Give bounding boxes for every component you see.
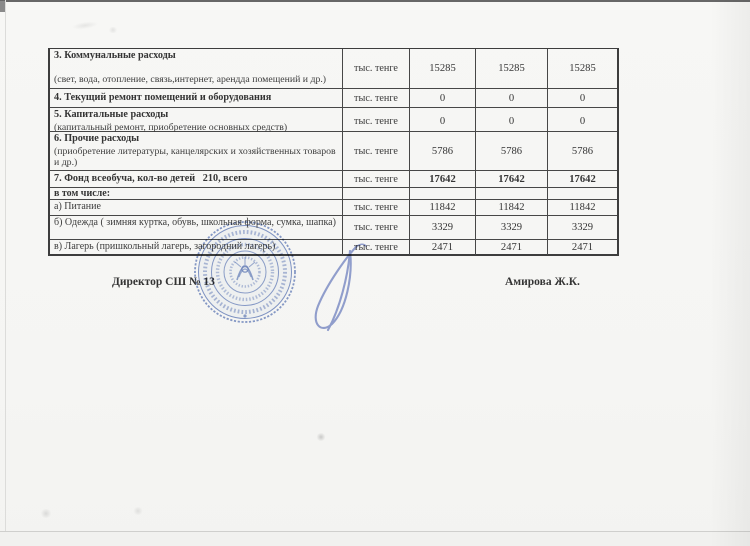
row-title: 3. Коммунальные расходы: [54, 50, 176, 61]
director-title-label: Директор СШ № 13: [112, 276, 215, 288]
scan-smudge: [108, 27, 118, 33]
row-title: в том числе:: [54, 188, 111, 199]
table-row-capital: [50, 107, 617, 131]
value-cell: [547, 188, 617, 200]
scan-right-shadow: [710, 0, 750, 546]
scan-smudge: [316, 433, 326, 441]
table-row-including: [50, 187, 617, 199]
row-title: б) Одежда ( зимняя куртка, обувь, школьная форма, сумка, шапка): [54, 217, 336, 228]
value-cell: 5786: [547, 132, 617, 170]
expenses-table: [48, 48, 619, 256]
table-row-food: [50, 199, 617, 215]
value-cell: 15285: [547, 49, 617, 88]
unit-cell: тыс. тенге: [342, 132, 409, 170]
row-subtitle: (приобретение литературы, канцелярских и хозяйственных товаров и др.): [54, 145, 336, 168]
value-cell: [475, 188, 547, 200]
row-subtitle: (свет, вода, отопление, связь,интернет, арендда помещений и др.): [54, 73, 327, 85]
row-title: 7. Фонд всеобуча, кол-во детей 210, всего: [54, 172, 248, 184]
unit-cell: тыс. тенге: [342, 108, 409, 134]
official-round-stamp-icon: [190, 217, 300, 327]
value-cell: 0: [475, 108, 547, 134]
scan-smudge: [40, 509, 52, 518]
scan-top-edge: [0, 0, 750, 2]
scan-smudge: [133, 507, 143, 515]
value-cell: 5786: [475, 132, 547, 170]
value-cell: 0: [547, 108, 617, 134]
value-cell: 0: [409, 89, 475, 107]
row-title: а) Питание: [54, 201, 101, 213]
value-cell: 17642: [475, 171, 547, 187]
scan-bottom-paper: [0, 532, 750, 546]
table-row-vseobuch-fund: [50, 170, 617, 187]
value-cell: 11842: [547, 200, 617, 215]
unit-cell: тыс. тенге: [342, 49, 409, 88]
table-row-other: [50, 131, 617, 170]
value-cell: 5786: [409, 132, 475, 170]
value-cell: 17642: [409, 171, 475, 187]
table-row-communal: [50, 49, 617, 88]
unit-cell: тыс. тенге: [342, 89, 409, 107]
unit-cell: тыс. тенге: [342, 200, 409, 215]
value-cell: 15285: [409, 49, 475, 88]
value-cell: 11842: [409, 200, 475, 215]
value-cell: 0: [475, 89, 547, 107]
unit-cell: тыс. тенге: [342, 171, 409, 187]
value-cell: 0: [409, 108, 475, 134]
value-cell: 2471: [409, 240, 475, 255]
table-row-current-repair: [50, 88, 617, 107]
row-title: 6. Прочие расходы: [54, 133, 140, 144]
value-cell: [409, 188, 475, 200]
value-cell: 3329: [547, 216, 617, 239]
handwritten-signature: [295, 240, 380, 335]
value-cell: 17642: [547, 171, 617, 187]
unit-cell: [342, 188, 409, 200]
row-title: в) Лагерь (пришкольный лагерь, загородний лагерь): [54, 241, 276, 252]
value-cell: 11842: [475, 200, 547, 215]
director-name-label: Амирова Ж.К.: [505, 276, 580, 288]
table-row-clothes: [50, 215, 617, 239]
row-subtitle: (капитальный ремонт, приобретение основных средств): [54, 121, 288, 133]
scan-left-edge: [5, 0, 6, 546]
value-cell: 3329: [475, 216, 547, 239]
value-cell: 2471: [475, 240, 547, 255]
scan-smudge: [72, 20, 99, 31]
unit-cell: тыс. тенге: [342, 216, 409, 239]
value-cell: 0: [547, 89, 617, 107]
value-cell: 3329: [409, 216, 475, 239]
row-title: 4. Текущий ремонт помещений и оборудования: [54, 91, 272, 103]
row-title: 5. Капитальные расходы: [54, 109, 169, 120]
value-cell: 15285: [475, 49, 547, 88]
unit-cell: тыс. тенге: [342, 240, 409, 255]
value-cell: 2471: [547, 240, 617, 255]
